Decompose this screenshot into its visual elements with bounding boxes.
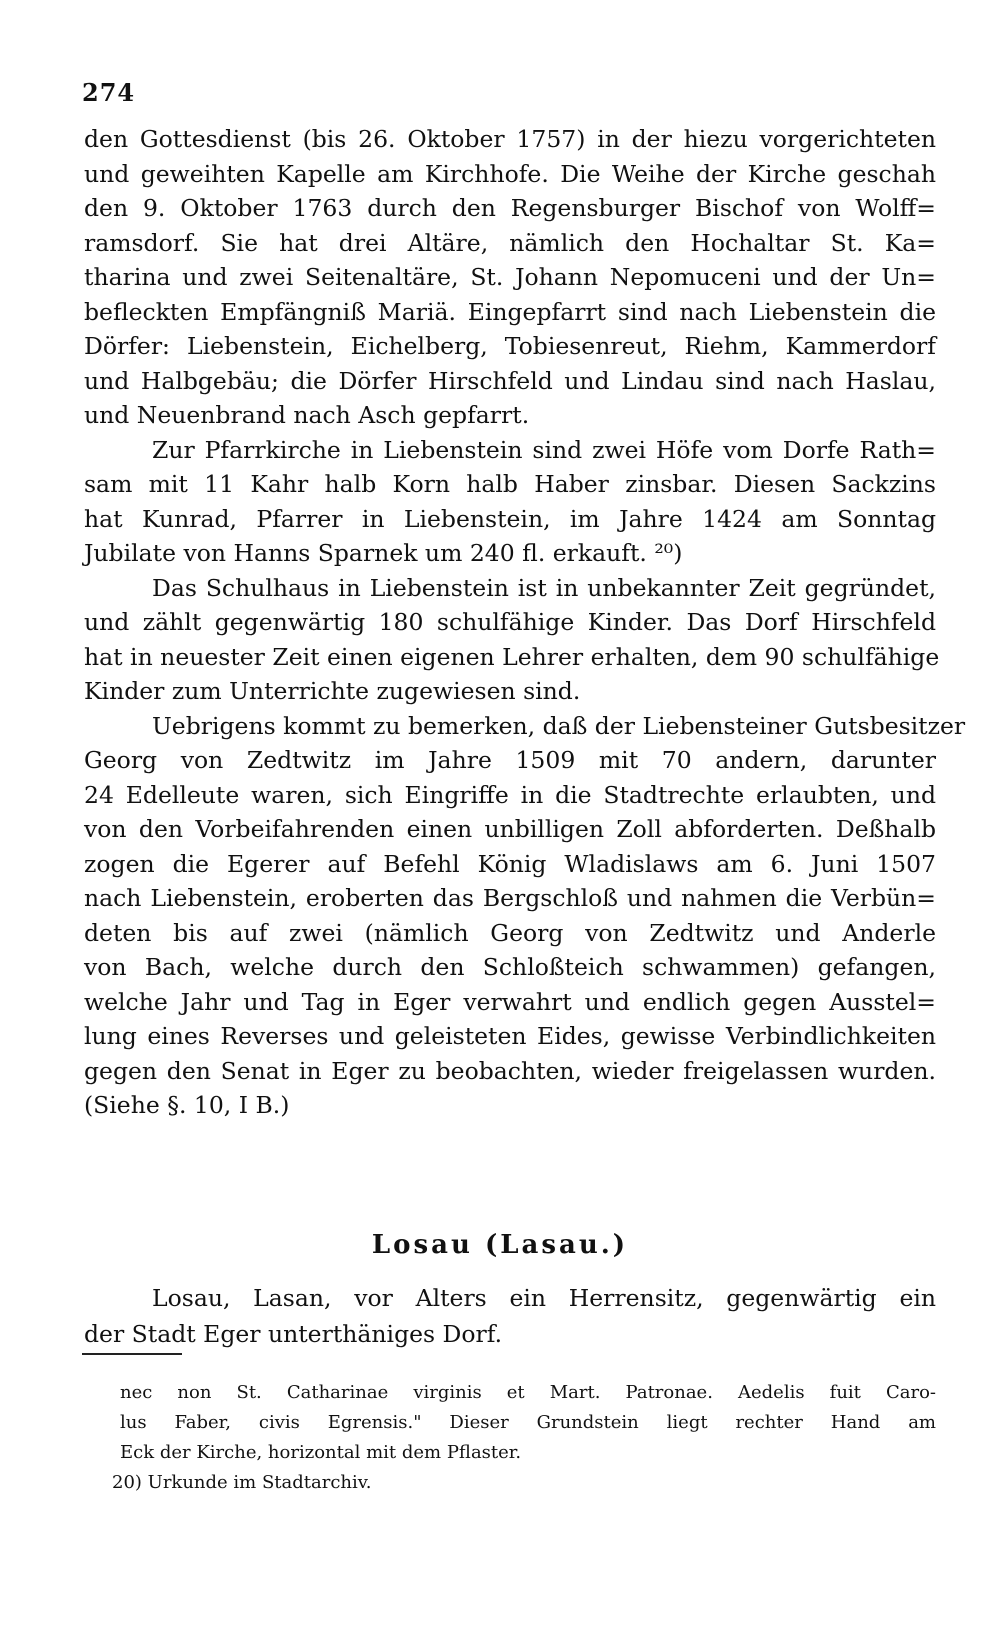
- text-line: Das Schulhaus in Liebenstein ist in unbekannter Zeit gegründet,: [152, 573, 936, 602]
- page-number: 274: [82, 78, 136, 107]
- text-line: von den Vorbeifahrenden einen unbilligen Zoll abforderten. Deßhalb: [84, 815, 936, 843]
- text-line: Georg von Zedtwitz im Jahre 1509 mit 70 andern, darunter: [84, 746, 936, 774]
- text-line: und Neuenbrand nach Asch gepfarrt.: [84, 401, 530, 429]
- text-line: lung eines Reverses und geleisteten Eides, gewisse Verbindlichkeiten: [84, 1022, 936, 1050]
- footnote-line: lus Faber, civis Egrensis." Dieser Grundstein liegt rechter Hand am: [120, 1412, 936, 1433]
- text-line: befleckten Empfängniß Mariä. Eingepfarrt sind nach Liebenstein die: [84, 297, 936, 326]
- text-line: (Siehe §. 10, I B.): [84, 1091, 290, 1119]
- text-line: gegen den Senat in Eger zu beobachten, wieder freigelassen wurden.: [84, 1056, 936, 1085]
- text-line: von Bach, welche durch den Schloßteich schwammen) gefangen,: [84, 953, 936, 981]
- main-text-block: [84, 122, 966, 1123]
- text-line: den 9. Oktober 1763 durch den Regensburger Bischof von Wolff=: [84, 194, 936, 222]
- footnote-divider: [82, 1353, 182, 1355]
- text-line: und Halbgebäu; die Dörfer Hirschfeld und Lindau sind nach Haslau,: [84, 366, 936, 395]
- text-line: und geweihten Kapelle am Kirchhofe. Die Weihe der Kirche geschah: [84, 159, 936, 188]
- text-line: der Stadt Eger unterthäniges Dorf.: [84, 1320, 503, 1348]
- text-line: hat Kunrad, Pfarrer in Liebenstein, im Jahre 1424 am Sonntag: [84, 504, 936, 533]
- section-heading: Losau (Lasau.): [371, 1230, 629, 1260]
- text-line: Jubilate von Hanns Sparnek um 240 fl. erkauft. ²⁰): [84, 539, 683, 567]
- text-line: hat in neuester Zeit einen eigenen Lehrer erhalten, dem 90 schulfähige: [84, 642, 940, 671]
- text-line: den Gottesdienst (bis 26. Oktober 1757) in der hiezu vorgerichteten: [84, 125, 936, 153]
- footnote-line: nec non St. Catharinae virginis et Mart. Patronae. Aedelis fuit Caro-: [120, 1382, 936, 1403]
- text-line: nach Liebenstein, eroberten das Bergschloß und nahmen die Verbün=: [84, 884, 936, 912]
- footnotes-block: [112, 1378, 936, 1498]
- text-line: Dörfer: Liebenstein, Eichelberg, Tobiesenreut, Riehm, Kammerdorf: [84, 332, 936, 360]
- text-line: und zählt gegenwärtig 180 schulfähige Kinder. Das Dorf Hirschfeld: [84, 608, 936, 636]
- text-line: zogen die Egerer auf Befehl König Wladislaws am 6. Juni 1507: [84, 849, 936, 878]
- text-line: deten bis auf zwei (nämlich Georg von Zedtwitz und Anderle: [84, 918, 936, 947]
- footnote-line: 20) Urkunde im Stadtarchiv.: [112, 1472, 372, 1493]
- text-line: Zur Pfarrkirche in Liebenstein sind zwei Höfe vom Dorfe Rath=: [152, 435, 936, 464]
- text-line: 24 Edelleute waren, sich Eingriffe in die Stadtrechte erlaubten, und: [84, 780, 936, 809]
- text-line: sam mit 11 Kahr halb Korn halb Haber zinsbar. Diesen Sackzins: [84, 470, 936, 498]
- text-line: tharina und zwei Seitenaltäre, St. Johann Nepomuceni und der Un=: [84, 263, 936, 291]
- footnote-line: Eck der Kirche, horizontal mit dem Pflaster.: [120, 1442, 522, 1463]
- section-text-block: [84, 1280, 936, 1352]
- text-line: welche Jahr und Tag in Eger verwahrt und endlich gegen Ausstel=: [84, 987, 936, 1016]
- text-line: Uebrigens kommt zu bemerken, daß der Liebensteiner Gutsbesitzer: [152, 711, 966, 740]
- text-line: ramsdorf. Sie hat drei Altäre, nämlich den Hochaltar St. Ka=: [84, 228, 936, 257]
- text-line: Kinder zum Unterrichte zugewiesen sind.: [84, 677, 581, 705]
- text-line: Losau, Lasan, vor Alters ein Herrensitz, gegenwärtig ein: [152, 1284, 936, 1312]
